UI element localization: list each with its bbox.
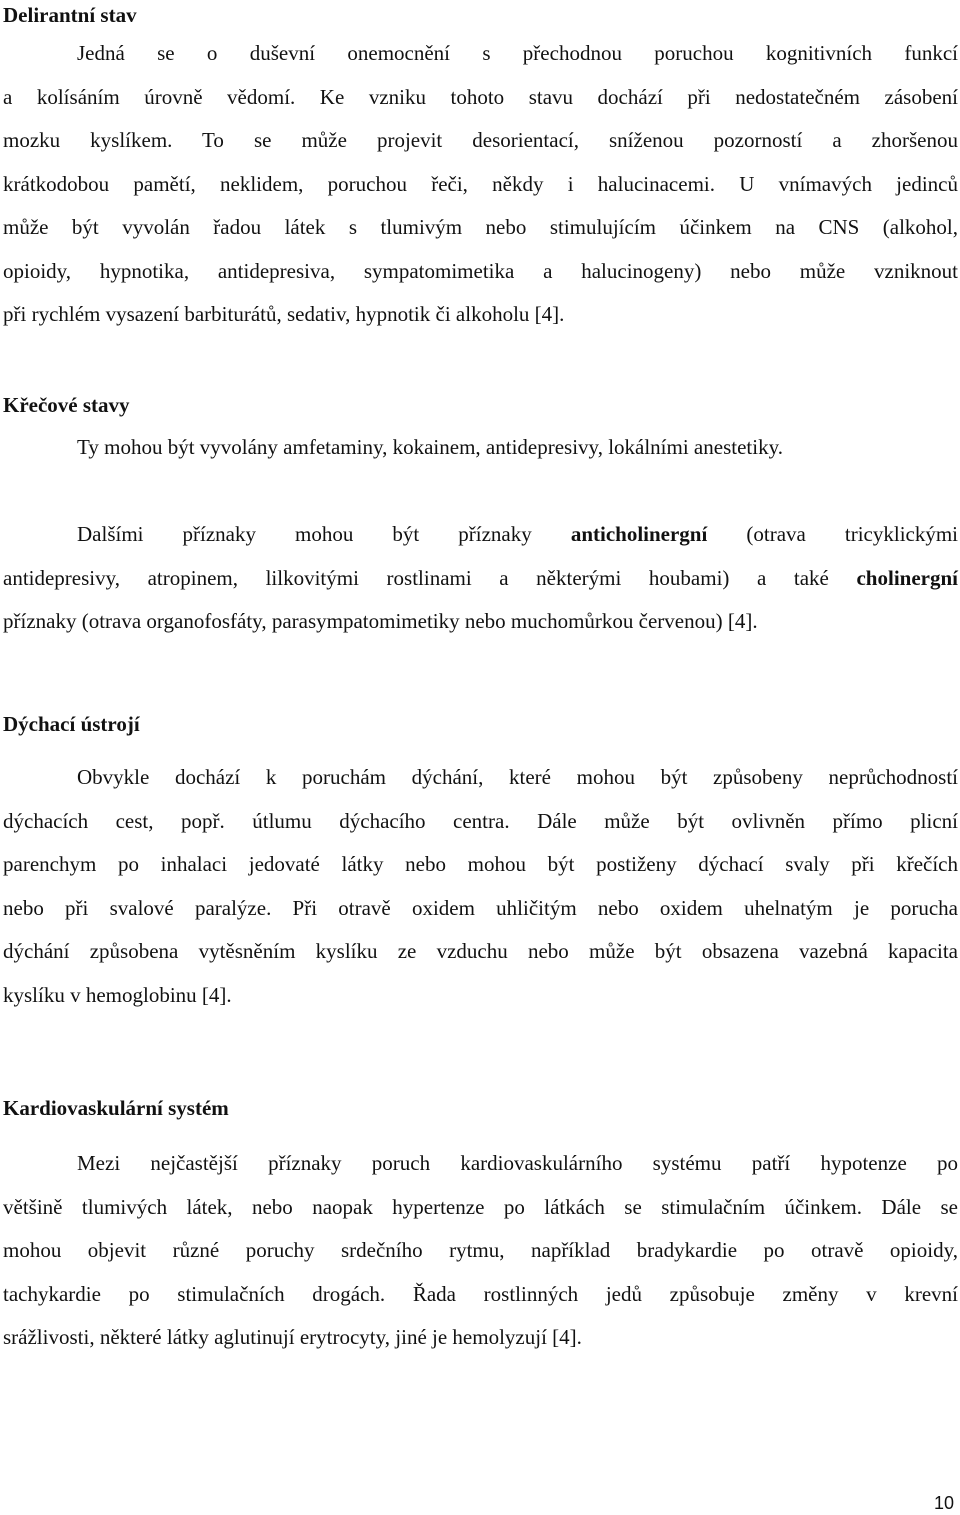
section-heading-kardiovaskularni-system: Kardiovaskulární systém: [3, 1096, 229, 1120]
paragraph-dychaci-ustroji: [3, 756, 958, 1017]
paragraph-line: mohou objevit různé poruchy srdečního rytmu, například bradykardie po otravě opioidy,: [3, 1238, 958, 1262]
paragraph-line: a kolísáním úrovně vědomí. Ke vzniku tohoto stavu dochází při nedostatečném zásobení: [3, 84, 958, 109]
paragraph-line: Mezi nejčastější příznaky poruch kardiovaskulárního systému patří hypotenze po: [77, 1151, 958, 1175]
section-heading-delirantni-stav: Delirantní stav: [3, 3, 137, 27]
paragraph-line: může být vyvolán řadou látek s tlumivým nebo stimulujícím účinkem na CNS (alkohol,: [3, 215, 958, 239]
paragraph-line: opioidy, hypnotika, antidepresiva, sympatomimetika a halucinogeny) nebo může vzniknout: [3, 258, 958, 283]
line-text: (otrava tricyklickými: [746, 522, 959, 546]
paragraph-line: Jedná se o duševní onemocnění s přechodnou poruchou kognitivních funkcí: [77, 41, 958, 65]
bold-term-anticholinergni: anticholinergní: [570, 522, 708, 546]
paragraph-line: tachykardie po stimulačních drogách. Řada rostlinných jedů způsobuje změny v krevní: [3, 1281, 958, 1306]
paragraph-line: dýchání způsobena vytěsněním kyslíku ze vzduchu nebo může být obsazena vazebná kapacita: [3, 939, 958, 963]
paragraph-line: většině tlumivých látek, nebo naopak hypertenze po látkách se stimulačním účinkem. Dále se: [3, 1194, 958, 1219]
paragraph-krecove-stavy: [3, 426, 958, 470]
paragraph-line: [3, 557, 958, 601]
paragraph-line: příznaky (otrava organofosfáty, parasympatomimetiky nebo muchomůrkou červenou) [4].: [3, 609, 758, 633]
paragraph-line: kyslíku v hemoglobinu [4].: [3, 982, 232, 1007]
paragraph-line: parenchym po inhalaci jedovaté látky nebo mohou být postiženy dýchací svaly při křečích: [3, 852, 958, 876]
paragraph-delirantni-stav: [3, 32, 958, 337]
paragraph-line: Ty mohou být vyvolány amfetaminy, kokainem, antidepresivy, lokálními anestetiky.: [77, 435, 783, 459]
section-heading-krecove-stavy: Křečové stavy: [3, 393, 130, 417]
paragraph-line: při rychlém vysazení barbiturátů, sedativ, hypnotik či alkoholu [4].: [3, 302, 565, 326]
paragraph-line: [3, 513, 958, 557]
paragraph-line: krátkodobou pamětí, neklidem, poruchou řeči, někdy i halucinacemi. U vnímavých jedinců: [3, 171, 958, 196]
paragraph-kardiovaskularni-system: [3, 1142, 958, 1360]
paragraph-cholinergni-priznaky: [3, 513, 958, 644]
bold-term-cholinergni: cholinergní: [856, 565, 958, 590]
paragraph-line: mozku kyslíkem. To se může projevit desorientací, sníženou pozorností a zhoršenou: [3, 128, 958, 152]
line-text: Dalšími příznaky mohou být příznaky: [77, 522, 532, 546]
paragraph-line: dýchacích cest, popř. útlumu dýchacího centra. Dále může být ovlivněn přímo plicní: [3, 808, 958, 833]
paragraph-line: srážlivosti, některé látky aglutinují erytrocyty, jiné je hemolyzují [4].: [3, 1325, 582, 1349]
line-text: antidepresivy, atropinem, lilkovitými rostlinami a některými houbami) a také: [3, 565, 829, 590]
paragraph-line: nebo při svalové paralýze. Při otravě oxidem uhličitým nebo oxidem uhelnatým je porucha: [3, 895, 958, 920]
page-number: 10: [933, 1493, 954, 1513]
paragraph-line: Obvykle dochází k poruchám dýchání, které mohou být způsobeny neprůchodností: [77, 765, 958, 789]
section-heading-dychaci-ustroji: Dýchací ústrojí: [3, 712, 140, 736]
